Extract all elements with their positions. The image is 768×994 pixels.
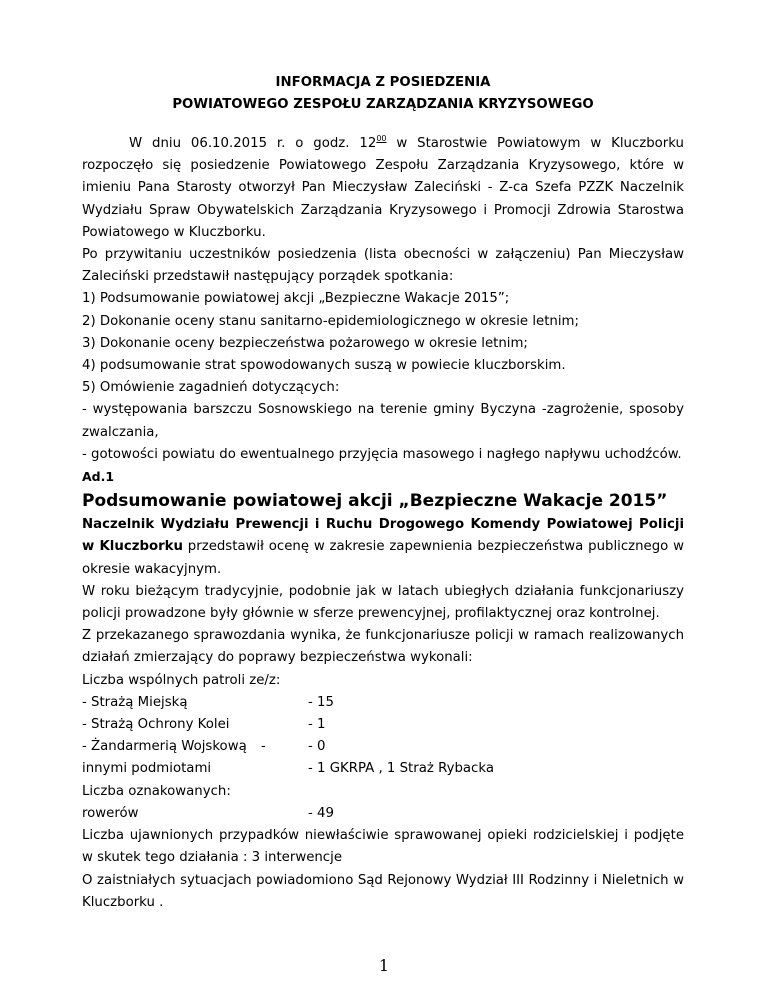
- page-number: 1: [378, 956, 390, 975]
- patrol-row: [82, 692, 684, 714]
- presenter-paragraph: [82, 514, 684, 581]
- presenter-text: przedstawił ocenę w zakresie zapewnienia bezpieczeństwa publicznego w okresie wakacyjnym.: [82, 539, 684, 577]
- document-body: [82, 72, 684, 914]
- agenda-item: 2) Dokonanie oceny stanu sanitarno-epidemiologicznego w okresie letnim;: [82, 313, 579, 329]
- marked-item: rowerów: [82, 805, 139, 821]
- document-title-line-1: INFORMACJA Z POSIEDZENIA: [275, 75, 491, 90]
- agenda-subitem: - gotowości powiatu do ewentualnego przyjęcia masowego i nagłego napływu uchodźców.: [82, 446, 682, 462]
- paragraph-parental-care: Liczba ujawnionych przypadków niewłaściwie sprawowanej opieki rodzicielskiej i podjęte w skutek tego działania : 3 interwencje: [82, 828, 684, 866]
- patrol-row: [82, 736, 684, 758]
- document-title-line-2: POWIATOWEGO ZESPOŁU ZARZĄDZANIA KRYZYSOWEGO: [172, 97, 594, 112]
- section-heading: Podsumowanie powiatowej akcji „Bezpieczne Wakacje 2015”: [82, 491, 668, 512]
- intro-text-start: W dniu 06.10.2015 r. o godz. 12: [129, 136, 377, 151]
- patrol-dash: -: [261, 739, 266, 755]
- patrol-partner: innymi podmiotami: [82, 761, 212, 777]
- patrol-count: - 1: [308, 717, 326, 733]
- paragraph-activities: W roku bieżącym tradycyjnie, podobnie jak w latach ubiegłych działania funkcjonariuszy policji prowadzone były głównie w sferze prewencyjnej, profilaktycznej oraz kontrolnej.: [82, 583, 684, 622]
- intro-paragraph: [82, 133, 684, 244]
- patrol-partner: - Strażą Miejską: [82, 694, 188, 710]
- section-label: Ad.1: [82, 469, 115, 485]
- agenda-subitem: - występowania barszczu Sosnowskiego na terenie gminy Byczyna -zagrożenie, sposoby zwalczania,: [82, 402, 684, 440]
- paragraph-court: O zaistniałych sytuacjach powiadomiono Sąd Rejonowy Wydział III Rodzinny i Nieletnich w Kluczborku .: [82, 872, 684, 910]
- agenda-item: 3) Dokonanie oceny bezpieczeństwa pożarowego w okresie letnim;: [82, 335, 528, 351]
- patrol-count: - 15: [308, 694, 334, 710]
- welcome-paragraph: Po przywitaniu uczestników posiedzenia (lista obecności w załączeniu) Pan Mieczysław Zaleciński przedstawił następujący porządek spotkania:: [82, 247, 684, 285]
- marked-row: [82, 803, 684, 825]
- marked-count: - 49: [308, 805, 334, 821]
- patrol-count: - 0: [308, 739, 326, 755]
- patrol-count: - 1 GKRPA , 1 Straż Rybacka: [308, 761, 494, 777]
- agenda-item: 1) Podsumowanie powiatowej akcji „Bezpieczne Wakacje 2015”;: [82, 291, 510, 307]
- agenda-item: 4) podsumowanie strat spowodowanych suszą w powiecie kluczborskim.: [82, 358, 566, 374]
- patrol-partner: - Żandarmerią Wojskową: [82, 739, 247, 755]
- patrol-row: [82, 714, 684, 736]
- patrol-row: [82, 758, 684, 780]
- paragraph-report: Z przekazanego sprawozdania wynika, że funkcjonariusze policji w ramach realizowanych działań zmierzający do poprawy bezpieczeństwa wykonali:: [82, 628, 684, 666]
- marked-label: Liczba oznakowanych:: [82, 783, 231, 799]
- intro-text-rest: w Starostwie Powiatowym w Kluczborku rozpoczęło się posiedzenie Powiatowego Zespołu Zarządzania Kryzysowego, które w imieniu Pana Starosty otworzył Pan Mieczysław Zaleciński - Z-ca Szefa PZZK Naczelnik Wydziału Spraw Obywatelskich Zarządzania Kryzysowego i Promocji Zdrowia Starostwa Powiatowego w Kluczborku.: [82, 136, 684, 240]
- presenter-name: Naczelnik Wydziału Prewencji i Ruchu Drogowego Komendy Powiatowej Policji w Kluczborku: [82, 517, 684, 555]
- patrols-label: Liczba wspólnych patroli ze/z:: [82, 672, 281, 688]
- time-superscript: 00: [376, 134, 387, 143]
- patrol-partner: - Strażą Ochrony Kolei: [82, 717, 230, 733]
- agenda-item: 5) Omówienie zagadnień dotyczących:: [82, 380, 340, 396]
